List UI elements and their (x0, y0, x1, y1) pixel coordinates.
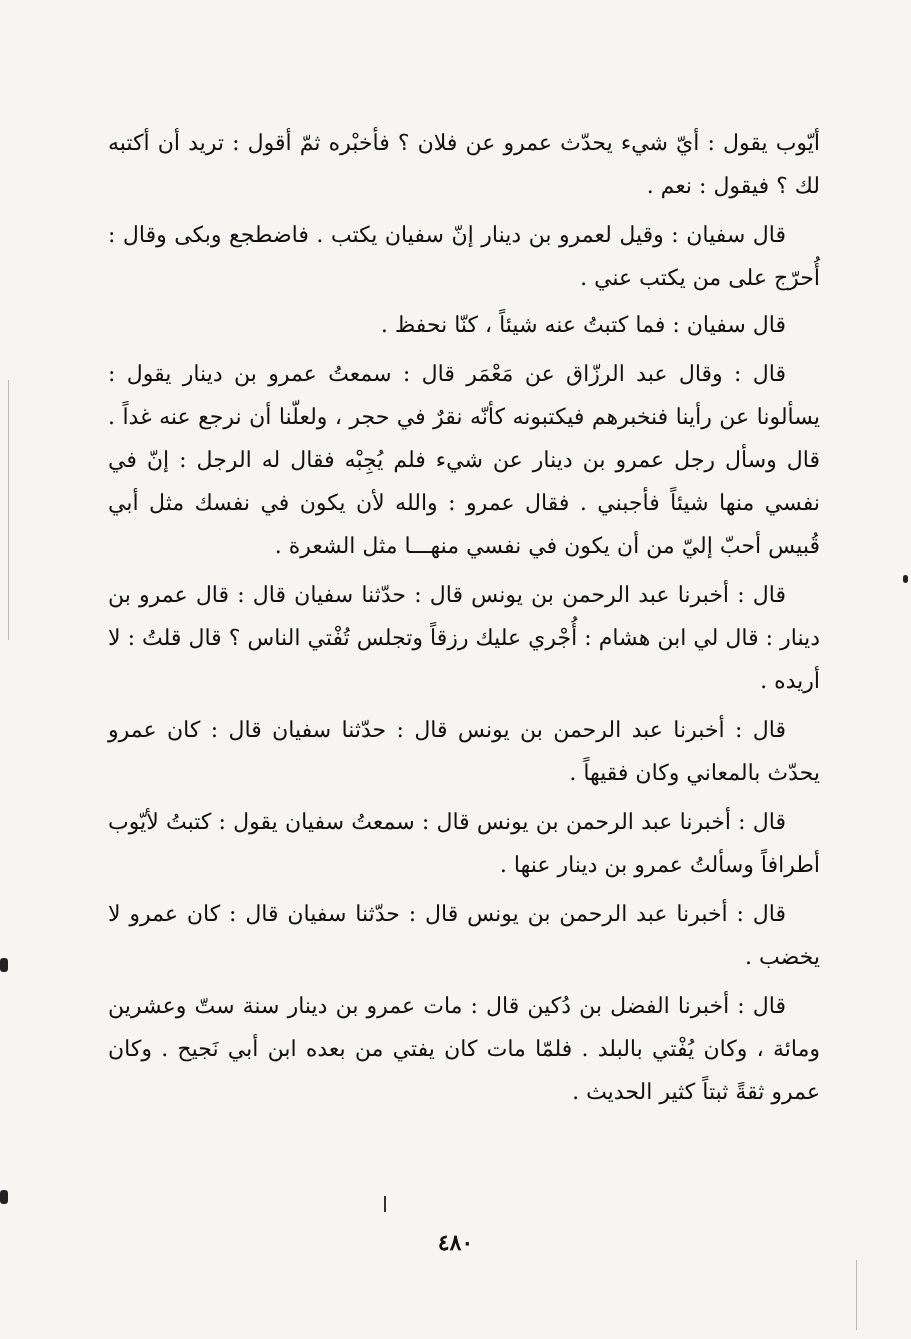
scan-artifact (8, 380, 9, 640)
paragraph-2: قال سفيان : وقيل لعمرو بن دينار إنّ سفيان يكتب . فاضطجع وبكى وقال : أُحرّج على من يكتب عني . (108, 223, 820, 291)
margin-mark (384, 1196, 386, 1212)
paragraph-6: قال : أخبرنا عبد الرحمن بن يونس قال : حدّثنا سفيان قال : كان عمرو يحدّث بالمعاني وكان فقيهاً . (108, 718, 820, 786)
paragraph-4: قال : وقال عبد الرزّاق عن مَعْمَر قال : سمعتُ عمرو بن دينار يقول : يسألونا عن رأينا فنخبرهم فيكتبونه كأنّه نقرٌ في حجر ، ولعلّنا أن نرجع عنه غداً . قال وسأل رجل عمرو بن دينار عن شيء فلم يُجِبْه فقال له الرجل : إنّ في نفسي منها شيئاً فأجبني . فقال عمرو : والله لأن يكون في نفسك مثل أبي قُبيس أحبّ إليّ من أن يكون في نفسي منهـــا مثل الشعرة . (108, 362, 820, 559)
paragraph-7: قال : أخبرنا عبد الرحمن بن يونس قال : سمعتُ سفيان يقول : كتبتُ لأيّوب أطرافاً وسألتُ عمرو بن دينار عنها . (108, 810, 820, 878)
paragraph-3: قال سفيان : فما كتبتُ عنه شيئاً ، كنّا نحفظ . (380, 313, 786, 338)
paragraph-1: أيّوب يقول : أيّ شيء يحدّث عمرو عن فلان ؟ فأخبْره ثمّ أقول : تريد أن أكتبه لك ؟ فيقول : نعم . (108, 131, 820, 199)
paragraph-8: قال : أخبرنا عبد الرحمن بن يونس قال : حدّثنا سفيان قال : كان عمرو لا يخضب . (108, 902, 820, 970)
scan-artifact (0, 958, 8, 972)
body-text (108, 122, 820, 1118)
page-number: ٤٨٠ (437, 1230, 474, 1256)
scan-artifact (856, 1260, 857, 1330)
scan-artifact (903, 575, 908, 583)
paragraph-5: قال : أخبرنا عبد الرحمن بن يونس قال : حدّثنا سفيان قال : قال عمرو بن دينار : قال لي ابن هشام : أُجْري عليك رزقاً وتجلس تُفْتي الناس ؟ قال قلتُ : لا أريده . (108, 583, 820, 694)
scan-artifact (0, 1190, 8, 1204)
paragraph-9: قال : أخبرنا الفضل بن دُكين قال : مات عمرو بن دينار سنة ستّ وعشرين ومائة ، وكان يُفْتي بالبلد . فلمّا مات كان يفتي من بعده ابن أبي نَجيح . وكان عمرو ثقةً ثبتاً كثير الحديث . (108, 994, 820, 1105)
